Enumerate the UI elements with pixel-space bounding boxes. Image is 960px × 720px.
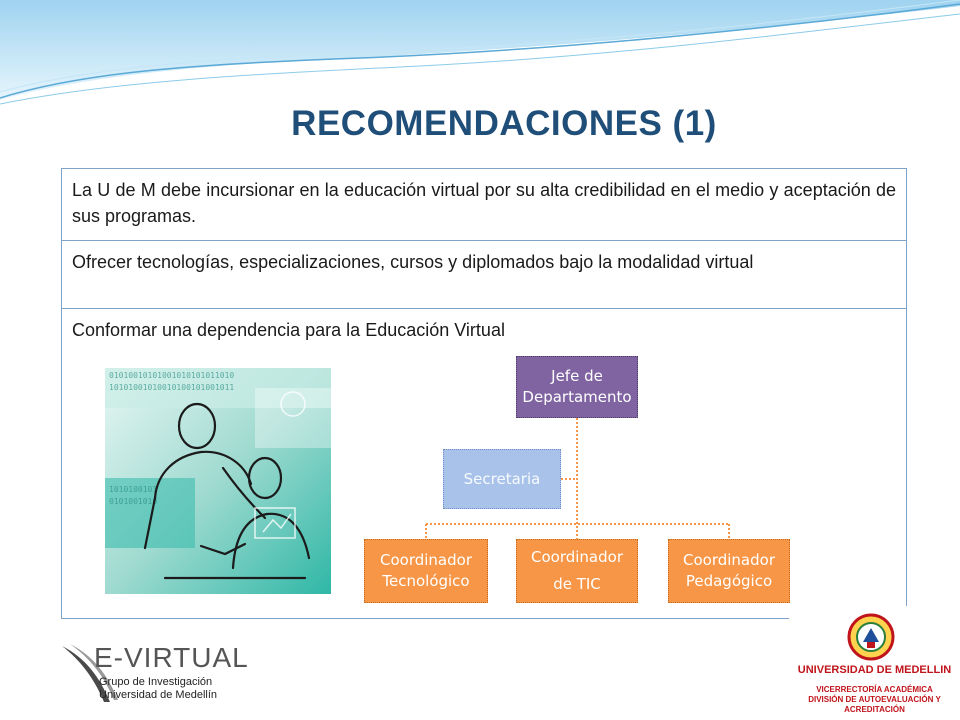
svg-text:0101001010: 0101001010 <box>109 497 158 506</box>
udem-name: UNIVERSIDAD DE MEDELLIN <box>797 664 952 676</box>
org-box-label: Coordinador <box>531 548 623 566</box>
row-text: Conformar una dependencia para la Educación Virtual <box>72 320 505 340</box>
org-box-label: Departamento <box>522 388 632 406</box>
org-box-label: Pedagógico <box>685 572 773 590</box>
org-box-label: Coordinador <box>683 551 775 569</box>
e-virtual-title: E-VIRTUAL <box>94 642 249 673</box>
row-text: La U de M debe incursionar en la educación virtual por su alta credibilidad en el medio y aceptación de sus programas. <box>72 180 896 226</box>
udem-line: DIVISIÓN DE AUTOEVALUACIÓN Y ACREDITACIÓN <box>808 695 941 714</box>
table-row <box>62 241 906 309</box>
org-box-label: Coordinador <box>380 551 472 569</box>
org-box-label: Jefe de <box>551 367 603 385</box>
row-text: Ofrecer tecnologías, especializaciones, cursos y diplomados bajo la modalidad virtual <box>72 252 754 272</box>
udem-logo <box>789 606 960 720</box>
svg-text:10101001010010100101001011: 10101001010010100101001011 <box>109 383 235 392</box>
svg-text:01010010101001010101011010: 01010010101001010101011010 <box>109 371 235 380</box>
org-box-coordinador-tecnologico <box>364 539 488 603</box>
top-swoosh-decoration <box>0 0 960 110</box>
udem-line: VICERRECTORÍA ACADÉMICA <box>816 685 933 694</box>
e-virtual-line: Grupo de Investigación <box>99 676 213 688</box>
org-box-coordinador-de-tic <box>516 539 638 603</box>
table-row <box>62 169 906 241</box>
udem-subtitle <box>789 685 960 715</box>
org-box-label: Secretaria <box>463 469 541 488</box>
e-virtual-line: Universidad de Medellín <box>99 689 218 701</box>
udem-seal-icon <box>843 612 899 662</box>
org-box-label: de TIC <box>553 575 601 593</box>
org-box-jefe-de-departamento <box>516 356 638 418</box>
e-virtual-subtitle <box>99 676 217 702</box>
slide-title: RECOMENDACIONES (1) <box>291 104 717 143</box>
svg-text:1010100101: 1010100101 <box>109 485 158 494</box>
org-box-coordinador-pedagogico <box>668 539 790 603</box>
org-box-label: Tecnológico <box>382 572 470 590</box>
people-at-computer-image <box>105 368 331 594</box>
org-box-secretaria <box>443 449 561 509</box>
